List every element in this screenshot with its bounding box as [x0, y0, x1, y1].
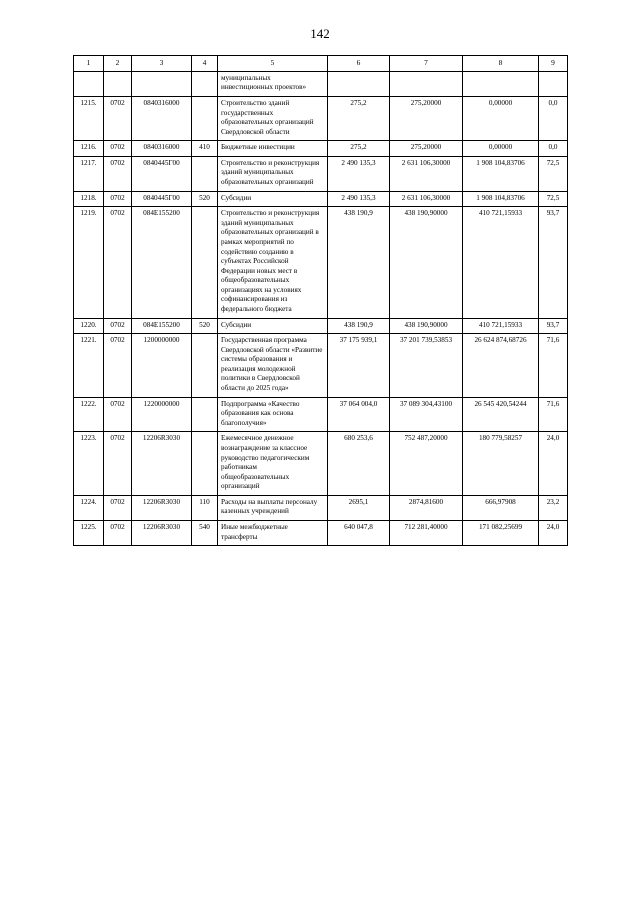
column-header-3: 3 [132, 56, 192, 72]
cell-expense-type: 520 [192, 191, 218, 207]
cell-amount-plan: 680 253,6 [328, 432, 390, 495]
cell-amount-executed: 1 908 104,83706 [463, 156, 539, 191]
table-row [74, 495, 568, 520]
cell-description: Субсидии [218, 318, 328, 334]
cell-amount-adjusted: 752 487,20000 [390, 432, 463, 495]
cell-amount-adjusted: 275,20000 [390, 141, 463, 157]
column-header-8: 8 [463, 56, 539, 72]
cell-percent: 24,0 [539, 520, 568, 545]
cell-percent: 93,7 [539, 318, 568, 334]
cell-percent: 72,5 [539, 191, 568, 207]
cell-amount-adjusted: 37 201 739,53853 [390, 334, 463, 397]
page-number: 142 [310, 26, 330, 41]
cell-program-code: 0840316000 [132, 97, 192, 141]
cell-expense-type [192, 432, 218, 495]
budget-table [73, 55, 568, 546]
cell-program-code: 0840445Г00 [132, 191, 192, 207]
cell-row-number: 1222. [74, 397, 104, 432]
cell-description: Бюджетные инвестиции [218, 141, 328, 157]
cell-program-code: 084Е155200 [132, 207, 192, 318]
cell-section-code: 0702 [104, 207, 132, 318]
cell-row-number: 1216. [74, 141, 104, 157]
cell-amount-adjusted: 37 089 304,43100 [390, 397, 463, 432]
cell-amount-plan: 275,2 [328, 141, 390, 157]
cell-amount-adjusted [390, 71, 463, 96]
cell-description: Государственная программа Свердловской области «Развитие системы образования и реализация молодежной политики в Свердловской области до 2025 года» [218, 334, 328, 397]
cell-amount-plan: 2695,1 [328, 495, 390, 520]
budget-table-container [73, 55, 567, 546]
table-row [74, 97, 568, 141]
cell-amount-executed: 26 624 874,68726 [463, 334, 539, 397]
cell-amount-adjusted: 438 190,90000 [390, 318, 463, 334]
cell-section-code [104, 71, 132, 96]
cell-description: Подпрограмма «Качество образования как основа благополучия» [218, 397, 328, 432]
cell-amount-plan: 37 064 004,0 [328, 397, 390, 432]
cell-amount-plan [328, 71, 390, 96]
cell-row-number: 1215. [74, 97, 104, 141]
table-row [74, 71, 568, 96]
cell-section-code: 0702 [104, 397, 132, 432]
column-header-4: 4 [192, 56, 218, 72]
table-row [74, 156, 568, 191]
cell-row-number: 1225. [74, 520, 104, 545]
cell-amount-executed [463, 71, 539, 96]
column-header-6: 6 [328, 56, 390, 72]
cell-amount-plan: 640 047,8 [328, 520, 390, 545]
cell-amount-adjusted: 2 631 106,30000 [390, 156, 463, 191]
cell-amount-executed: 666,97908 [463, 495, 539, 520]
table-row [74, 318, 568, 334]
cell-section-code: 0702 [104, 141, 132, 157]
cell-expense-type [192, 397, 218, 432]
cell-expense-type [192, 207, 218, 318]
cell-description: Строительство и реконструкция зданий муниципальных образовательных организаций в рамках мероприятий по содействию созданию в субъектах Российской Федерации новых мест в общеобразовательных организациях на условиях софинансирования из федерального бюджета [218, 207, 328, 318]
table-header-row [74, 56, 568, 72]
cell-amount-plan: 275,2 [328, 97, 390, 141]
cell-expense-type: 540 [192, 520, 218, 545]
table-row [74, 191, 568, 207]
table-row [74, 207, 568, 318]
cell-description: Иные межбюджетные трансферты [218, 520, 328, 545]
column-header-7: 7 [390, 56, 463, 72]
cell-expense-type [192, 156, 218, 191]
cell-percent: 71,6 [539, 397, 568, 432]
table-row [74, 520, 568, 545]
cell-percent: 0,0 [539, 141, 568, 157]
cell-amount-plan: 438 190,9 [328, 318, 390, 334]
cell-amount-plan: 37 175 939,1 [328, 334, 390, 397]
cell-row-number: 1218. [74, 191, 104, 207]
table-row [74, 397, 568, 432]
cell-section-code: 0702 [104, 334, 132, 397]
cell-expense-type: 110 [192, 495, 218, 520]
cell-section-code: 0702 [104, 520, 132, 545]
column-header-5: 5 [218, 56, 328, 72]
cell-amount-adjusted: 712 281,40000 [390, 520, 463, 545]
cell-program-code: 12206R3030 [132, 432, 192, 495]
cell-percent [539, 71, 568, 96]
cell-amount-executed: 26 545 420,54244 [463, 397, 539, 432]
cell-description: Строительство зданий государственных образовательных организаций Свердловской области [218, 97, 328, 141]
cell-expense-type [192, 71, 218, 96]
cell-expense-type: 410 [192, 141, 218, 157]
cell-amount-executed: 171 082,25699 [463, 520, 539, 545]
cell-percent: 24,0 [539, 432, 568, 495]
table-row [74, 141, 568, 157]
cell-amount-adjusted: 275,20000 [390, 97, 463, 141]
cell-program-code: 0840316000 [132, 141, 192, 157]
cell-section-code: 0702 [104, 495, 132, 520]
cell-row-number: 1224. [74, 495, 104, 520]
cell-description: Строительство и реконструкция зданий муниципальных образовательных организаций [218, 156, 328, 191]
cell-expense-type: 520 [192, 318, 218, 334]
cell-row-number: 1217. [74, 156, 104, 191]
cell-row-number: 1223. [74, 432, 104, 495]
cell-program-code: 084Е155200 [132, 318, 192, 334]
cell-description: Субсидии [218, 191, 328, 207]
cell-amount-executed: 410 721,15933 [463, 318, 539, 334]
cell-section-code: 0702 [104, 97, 132, 141]
cell-expense-type [192, 97, 218, 141]
cell-program-code: 12206R3030 [132, 495, 192, 520]
cell-amount-adjusted: 2874,81600 [390, 495, 463, 520]
cell-amount-executed: 410 721,15933 [463, 207, 539, 318]
cell-row-number [74, 71, 104, 96]
cell-amount-executed: 180 779,58257 [463, 432, 539, 495]
cell-section-code: 0702 [104, 432, 132, 495]
cell-amount-executed: 0,00000 [463, 97, 539, 141]
table-row [74, 432, 568, 495]
table-body [74, 56, 568, 546]
cell-program-code [132, 71, 192, 96]
cell-percent: 71,6 [539, 334, 568, 397]
cell-row-number: 1219. [74, 207, 104, 318]
cell-section-code: 0702 [104, 191, 132, 207]
column-header-9: 9 [539, 56, 568, 72]
cell-description: Расходы на выплаты персоналу казенных учреждений [218, 495, 328, 520]
cell-section-code: 0702 [104, 156, 132, 191]
cell-amount-adjusted: 2 631 106,30000 [390, 191, 463, 207]
cell-amount-plan: 438 190,9 [328, 207, 390, 318]
cell-program-code: 1220000000 [132, 397, 192, 432]
cell-amount-executed: 1 908 104,83706 [463, 191, 539, 207]
cell-amount-plan: 2 490 135,3 [328, 191, 390, 207]
table-row [74, 334, 568, 397]
cell-amount-plan: 2 490 135,3 [328, 156, 390, 191]
cell-program-code: 0840445Г00 [132, 156, 192, 191]
column-header-2: 2 [104, 56, 132, 72]
cell-program-code: 1200000000 [132, 334, 192, 397]
column-header-1: 1 [74, 56, 104, 72]
cell-percent: 23,2 [539, 495, 568, 520]
cell-percent: 72,5 [539, 156, 568, 191]
cell-amount-executed: 0,00000 [463, 141, 539, 157]
cell-expense-type [192, 334, 218, 397]
cell-percent: 0,0 [539, 97, 568, 141]
cell-program-code: 12206R3030 [132, 520, 192, 545]
cell-row-number: 1221. [74, 334, 104, 397]
cell-section-code: 0702 [104, 318, 132, 334]
cell-description: Ежемесячное денежное вознаграждение за классное руководство педагогическим работникам общеобразовательных организаций [218, 432, 328, 495]
cell-description: муниципальных инвестиционных проектов» [218, 71, 328, 96]
cell-amount-adjusted: 438 190,90000 [390, 207, 463, 318]
cell-row-number: 1220. [74, 318, 104, 334]
cell-percent: 93,7 [539, 207, 568, 318]
